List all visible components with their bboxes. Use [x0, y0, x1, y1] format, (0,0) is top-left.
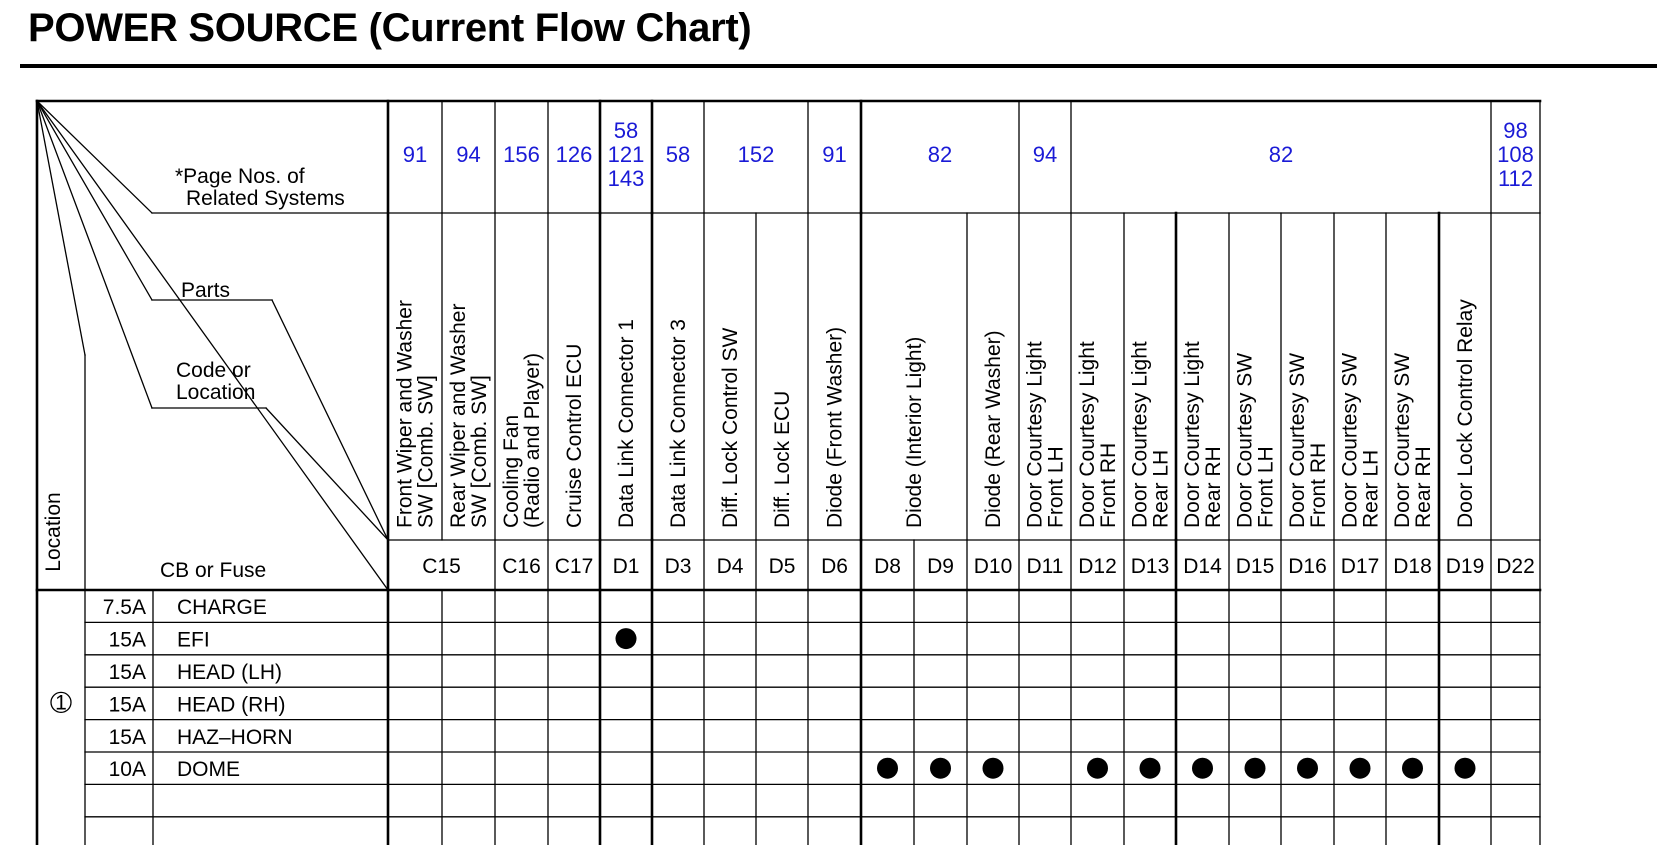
connection-dot [983, 758, 1004, 779]
part-name: Rear LH [1149, 449, 1173, 528]
connection-dot [1455, 758, 1476, 779]
page-number: 112 [1497, 166, 1534, 191]
part-code: C16 [502, 555, 541, 578]
part-name: Door Courtesy SW [1286, 352, 1309, 528]
part-name: Rear RH [1412, 446, 1435, 528]
page-number: 156 [503, 142, 540, 167]
page-number: 82 [927, 142, 953, 167]
code-location-label: Code or [176, 359, 251, 382]
page-number: 94 [1032, 142, 1058, 167]
part-name: Door Lock Control Relay [1454, 299, 1477, 528]
connection-dot [877, 758, 898, 779]
fuse-name: EFI [177, 628, 210, 652]
part-code: D15 [1235, 555, 1275, 578]
part-name: Rear Wiper and Washer [447, 303, 470, 528]
part-name: Front RH [1097, 442, 1120, 528]
part-code: C17 [554, 555, 594, 578]
page-number: 143 [607, 166, 645, 191]
part-name: Rear RH [1202, 446, 1225, 528]
page-number: 58 [613, 118, 639, 143]
part-name: Front LH [1254, 446, 1278, 528]
part-code: D17 [1340, 555, 1380, 578]
part-name: SW [Comb. SW] [468, 375, 491, 528]
connection-dot [1350, 758, 1371, 779]
connection-dot [930, 758, 951, 779]
fuse-amperage: 15A [108, 628, 146, 652]
fuse-name: HEAD (LH) [177, 661, 283, 684]
fuse-amperage: 15A [108, 693, 146, 717]
part-name: Door Courtesy Light [1181, 341, 1204, 528]
connection-dot [616, 628, 637, 649]
part-name: Data Link Connector 1 [615, 319, 638, 528]
fuse-amperage: 15A [108, 661, 146, 684]
part-code: D8 [874, 555, 901, 578]
part-code: D1 [612, 555, 640, 578]
connection-dot [1140, 758, 1161, 779]
code-location-label: Location [176, 381, 256, 404]
fuse-rows [51, 596, 1476, 781]
part-name: (Radio and Player) [521, 352, 544, 528]
part-name: Door Courtesy Light [1076, 341, 1099, 528]
page-title: POWER SOURCE (Current Flow Chart) [28, 6, 752, 50]
connection-dot [1192, 758, 1213, 779]
code-leader [266, 408, 388, 540]
page-number: 91 [402, 142, 428, 167]
page-number: 82 [1268, 142, 1294, 167]
part-name: Door Courtesy SW [1338, 352, 1362, 528]
fuse-name: HEAD (RH) [177, 693, 286, 717]
diag-code [37, 101, 152, 408]
connection-dot [1245, 758, 1266, 779]
part-code: C15 [422, 555, 461, 578]
code-row [422, 555, 1535, 578]
part-code: D11 [1026, 555, 1064, 578]
connection-dot [1297, 758, 1318, 779]
page-number: 108 [1497, 142, 1534, 167]
part-code: D14 [1183, 555, 1222, 578]
connection-dot [1087, 758, 1108, 779]
part-code: D18 [1393, 555, 1432, 578]
connection-dot [1402, 758, 1423, 779]
part-name: SW [Comb. SW] [414, 375, 438, 528]
part-name: Front Wiper and Washer [393, 300, 417, 528]
part-name: Cooling Fan [500, 414, 523, 528]
part-name: Diode (Front Washer) [823, 326, 847, 528]
location-marker: 1 [55, 691, 67, 715]
page-number: 91 [822, 142, 847, 167]
part-name: Front LH [1044, 446, 1068, 528]
part-code: D16 [1288, 555, 1327, 578]
page-number: 121 [607, 142, 645, 167]
fuse-name: CHARGE [177, 596, 267, 620]
part-code: D10 [973, 555, 1013, 578]
fuse-name: HAZ–HORN [177, 725, 293, 749]
part-code: D4 [716, 555, 744, 578]
part-code: D5 [768, 555, 796, 578]
fuse-name: DOME [177, 758, 240, 782]
part-code: D12 [1078, 555, 1117, 578]
part-name: Data Link Connector 3 [667, 319, 690, 528]
part-code: D13 [1130, 555, 1170, 578]
part-code: D9 [927, 555, 954, 578]
part-code: D22 [1496, 555, 1535, 578]
parts-row [394, 299, 1478, 528]
part-name: Diff. Lock Control SW [719, 327, 742, 528]
fuse-amperage: 7.5A [102, 596, 146, 620]
page-number: 126 [555, 142, 593, 167]
page-number: 152 [737, 142, 775, 167]
page-number-row [403, 118, 1534, 191]
page-number: 98 [1503, 118, 1528, 143]
diag-page-nos [37, 101, 152, 213]
page-number: 94 [456, 142, 481, 167]
part-name: Diode (Interior Light) [903, 336, 926, 528]
part-name: Diff. Lock ECU [771, 390, 794, 528]
part-code: D6 [821, 555, 848, 578]
fuse-amperage: 10A [108, 758, 146, 782]
part-name: Cruise Control ECU [563, 343, 586, 528]
part-name: Door Courtesy SW [1233, 352, 1257, 528]
part-code: D3 [664, 555, 692, 578]
chart-header-labels [42, 165, 345, 582]
part-name: Door Courtesy SW [1391, 352, 1414, 528]
cb-fuse-label: CB or Fuse [160, 559, 267, 582]
part-name: Diode (Rear Washer) [982, 330, 1005, 528]
fuse-amperage: 15A [108, 725, 146, 749]
diag-parts [37, 101, 152, 300]
page-nos-label: *Page Nos. of [175, 165, 305, 188]
location-label: Location [42, 492, 65, 572]
part-name: Rear LH [1359, 449, 1383, 528]
page-number: 58 [665, 142, 691, 167]
part-code: D19 [1445, 555, 1485, 578]
parts-leader [272, 300, 388, 540]
part-name: Door Courtesy Light [1023, 341, 1047, 528]
part-name: Door Courtesy Light [1128, 341, 1152, 528]
parts-label: Parts [181, 279, 231, 302]
diag-location [37, 101, 85, 355]
part-name: Front RH [1307, 442, 1330, 528]
page-nos-label: Related Systems [186, 187, 345, 210]
